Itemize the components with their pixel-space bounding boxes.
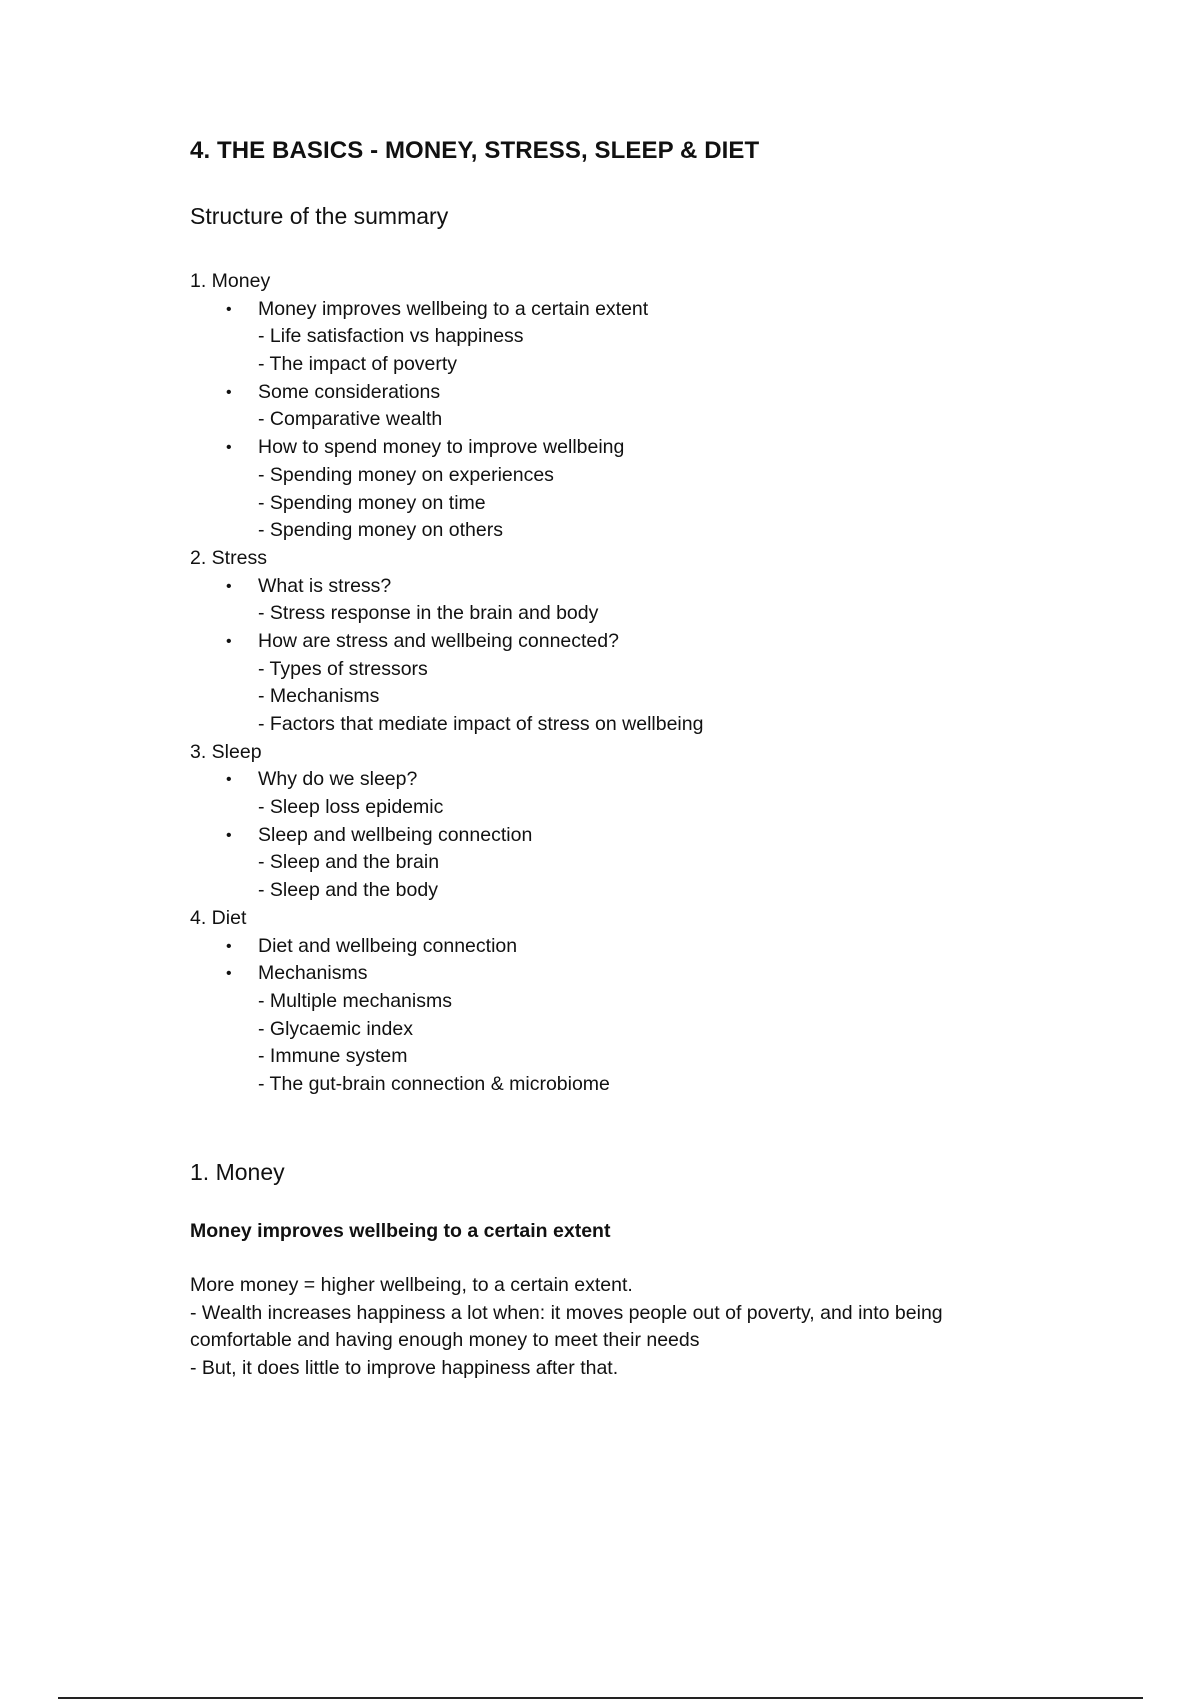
paragraph-line: - But, it does little to improve happiness after that. [190,1356,619,1379]
outline-subitem [190,406,1090,434]
outline-subitem [190,351,1090,379]
outline-bullet-item [190,434,1090,462]
bullet-icon: • [226,632,232,650]
outline-item-text: - Spending money on time [258,491,486,514]
outline-item-text: - Mechanisms [258,685,380,708]
outline-item-text: - Comparative wealth [258,408,443,431]
outline-item-text: How are stress and wellbeing connected? [258,629,619,652]
bullet-icon: • [226,771,232,789]
outline-subitem [190,988,1090,1016]
paragraph-line: More money = higher wellbeing, to a certain extent. [190,1274,633,1296]
outline-subitem [190,490,1090,518]
section-heading: 1. Money [190,1159,285,1185]
summary-structure-heading: Structure of the summary [190,203,449,229]
outline-bullet-item [190,379,1090,407]
outline-item-text: 3. Sleep [190,740,262,763]
outline-item-text: - Stress response in the brain and body [258,602,599,625]
bullet-icon: • [226,577,232,595]
outline-item-text: Money improves wellbeing to a certain extent [258,297,649,320]
outline-item-text: - Glycaemic index [258,1017,413,1040]
outline-item-text: - Factors that mediate impact of stress on wellbeing [258,713,704,735]
outline-item-text: - The impact of poverty [258,353,458,376]
outline-item-text: 4. Diet [190,906,247,929]
outline-item-text: - Sleep and the body [258,879,438,902]
outline-item-text: - Types of stressors [258,657,428,680]
outline-bullet-item [190,822,1090,850]
outline-item-text: - The gut-brain connection & microbiome [258,1072,610,1095]
section-paragraph [190,1272,1040,1382]
outline-bullet-item [190,573,1090,601]
bullet-icon: • [226,300,232,318]
outline-item-text: Sleep and wellbeing connection [258,823,533,846]
bullet-icon: • [226,937,232,955]
outline-item-text: - Spending money on experiences [258,463,554,486]
outline-item-text: Mechanisms [258,962,368,985]
outline-item-text: How to spend money to improve wellbeing [258,436,625,459]
outline-section-item [190,268,1090,296]
outline-item-text: What is stress? [258,574,392,597]
outline-bullet-item [190,933,1090,961]
outline-section-item [190,739,1090,767]
outline-subitem [190,517,1090,545]
outline-subitem [190,794,1090,822]
bullet-icon: • [226,965,232,983]
outline-item-text: Why do we sleep? [258,768,418,791]
outline-item-text: - Sleep loss epidemic [258,796,444,819]
section-subheading: Money improves wellbeing to a certain extent [190,1220,611,1242]
outline-item-text: Some considerations [258,380,441,403]
paragraph-line: - Wealth increases happiness a lot when: it moves people out of poverty, and into being [190,1301,943,1324]
outline-item-text: Diet and wellbeing connection [258,934,518,957]
outline-subitem [190,711,1090,739]
outline-bullet-item [190,960,1090,988]
document-title: 4. THE BASICS - MONEY, STRESS, SLEEP & DIET [190,137,760,164]
outline-item-text: 2. Stress [190,546,267,569]
outline-item-text: - Spending money on others [258,519,503,542]
outline-bullet-item [190,296,1090,324]
bullet-icon: • [226,383,232,401]
outline-subitem [190,323,1090,351]
outline-subitem [190,600,1090,628]
outline-subitem [190,656,1090,684]
outline-item-text: - Multiple mechanisms [258,989,452,1012]
outline-bullet-item [190,628,1090,656]
outline-subitem [190,1016,1090,1044]
bullet-icon: • [226,826,232,844]
outline-bullet-item [190,766,1090,794]
outline-subitem [190,849,1090,877]
outline-item-text: 1. Money [190,270,271,292]
outline-item-text: - Immune system [258,1045,408,1068]
page-bottom-rule [58,1697,1143,1699]
outline-section-item [190,905,1090,933]
outline-subitem [190,877,1090,905]
bullet-icon: • [226,439,232,457]
outline-subitem [190,683,1090,711]
outline-item-text: - Sleep and the brain [258,851,440,874]
summary-outline [190,268,1090,1099]
outline-item-text: - Life satisfaction vs happiness [258,325,524,348]
outline-section-item [190,545,1090,573]
outline-subitem [190,462,1090,490]
outline-subitem [190,1071,1090,1099]
paragraph-line: comfortable and having enough money to meet their needs [190,1329,700,1351]
outline-subitem [190,1043,1090,1071]
